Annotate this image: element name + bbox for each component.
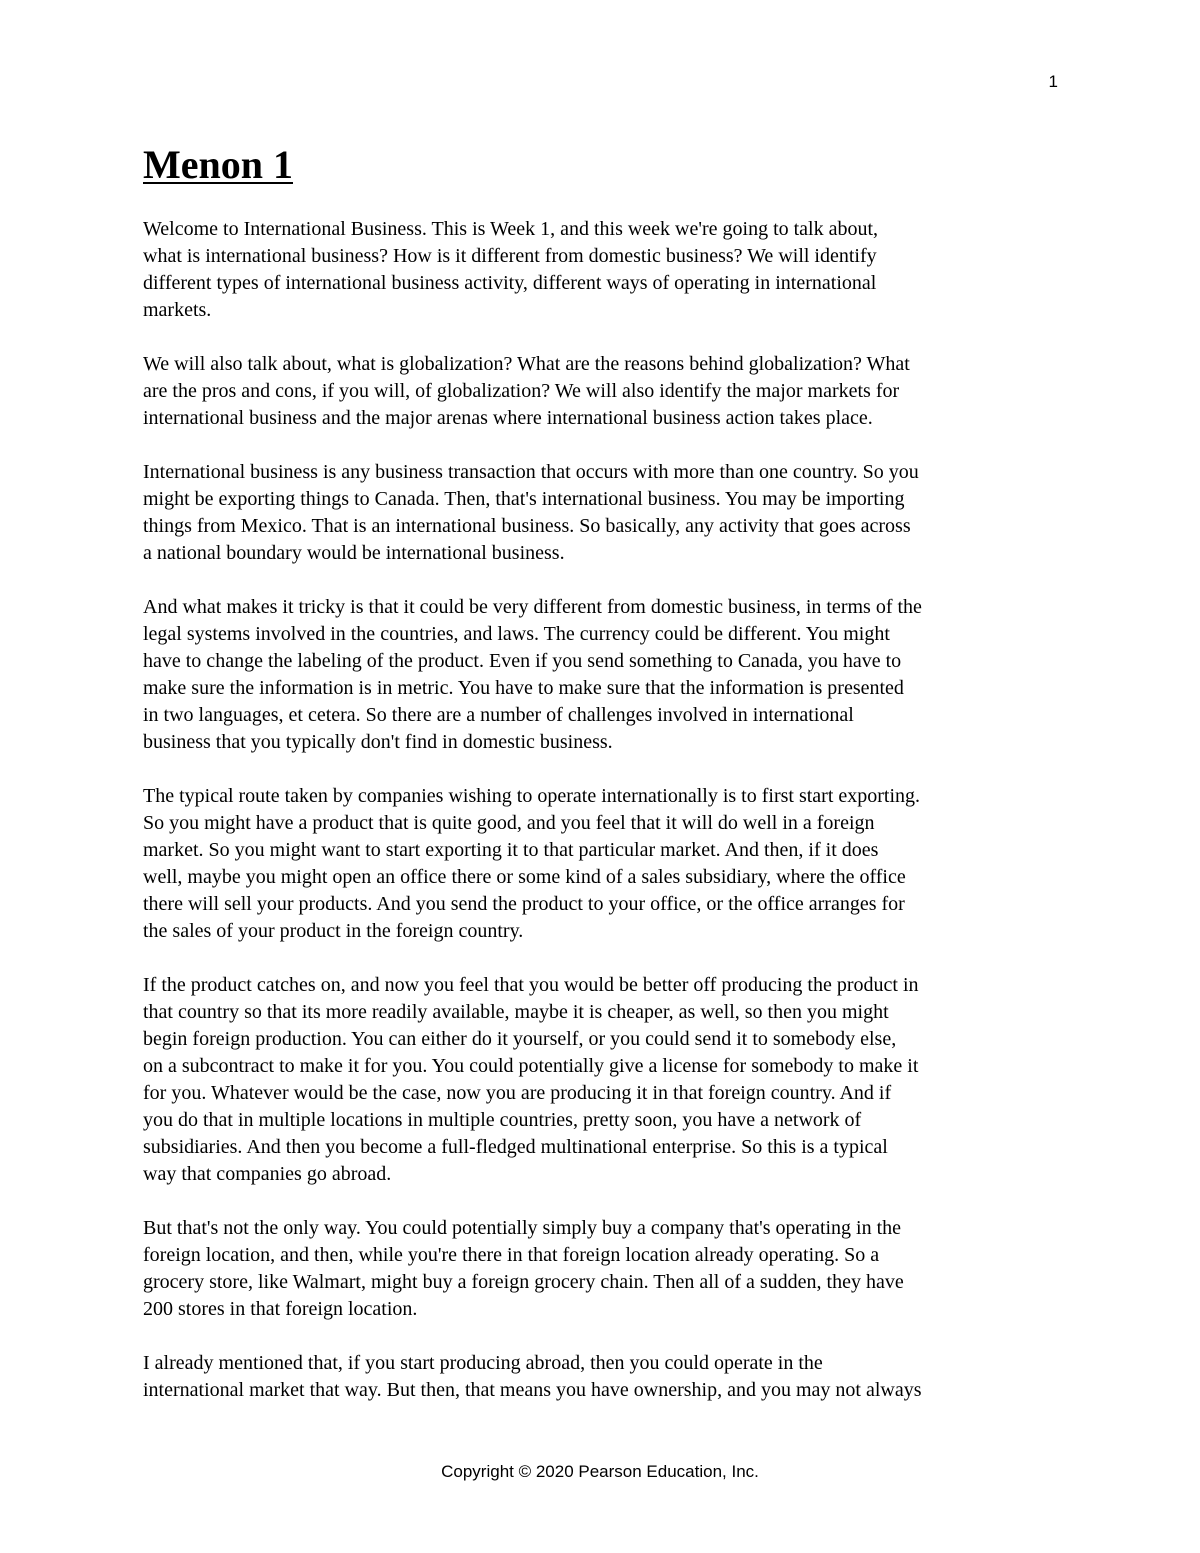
text-line: legal systems involved in the countries, and laws. The currency could be different. You might (143, 623, 890, 645)
paragraph (143, 972, 1063, 1188)
paragraph-gap (143, 324, 1063, 351)
text-line: I already mentioned that, if you start producing abroad, then you could operate in the (143, 1352, 823, 1374)
text-line: might be exporting things to Canada. Then, that's international business. You may be importing (143, 488, 905, 510)
text-line: But that's not the only way. You could potentially simply buy a company that's operating in the (143, 1217, 902, 1239)
text-line: are the pros and cons, if you will, of globalization? We will also identify the major markets for (143, 380, 900, 402)
text-line: market. So you might want to start exporting it to that particular market. And then, if it does (143, 839, 879, 861)
paragraph (143, 1350, 1063, 1404)
text-line: make sure the information is in metric. You have to make sure that the information is presented (143, 677, 904, 699)
text-line: different types of international business activity, different ways of operating in international (143, 272, 877, 294)
text-line: If the product catches on, and now you feel that you would be better off producing the product in (143, 974, 919, 996)
paragraph-gap (143, 756, 1063, 783)
text-line: there will sell your products. And you send the product to your office, or the office arranges for (143, 893, 905, 915)
text-line: begin foreign production. You can either do it yourself, or you could send it to somebody else, (143, 1028, 897, 1050)
paragraph (143, 459, 1063, 567)
paragraph (143, 216, 1063, 324)
text-line: And what makes it tricky is that it could be very different from domestic business, in terms of the (143, 596, 922, 618)
paragraph (143, 351, 1063, 432)
text-line: International business is any business transaction that occurs with more than one country. So you (143, 461, 919, 483)
text-line: have to change the labeling of the product. Even if you send something to Canada, you have to (143, 650, 902, 672)
paragraph-gap (143, 945, 1063, 972)
paragraph-gap (143, 432, 1063, 459)
paragraph (143, 783, 1063, 945)
text-line: markets. (143, 299, 212, 321)
document-title: Menon 1 (143, 142, 293, 187)
text-line: on a subcontract to make it for you. You could potentially give a license for somebody to make it (143, 1055, 919, 1077)
text-line: business that you typically don't find in domestic business. (143, 731, 613, 753)
text-line: what is international business? How is it different from domestic business? We will identify (143, 245, 877, 267)
text-line: 200 stores in that foreign location. (143, 1298, 418, 1320)
paragraph-gap (143, 567, 1063, 594)
text-line: The typical route taken by companies wishing to operate internationally is to first start exporting. (143, 785, 921, 807)
text-line: subsidiaries. And then you become a full-fledged multinational enterprise. So this is a typical (143, 1136, 888, 1158)
text-line: that country so that its more readily available, maybe it is cheaper, as well, so then you might (143, 1001, 889, 1023)
page-number: 1 (1048, 72, 1058, 91)
paragraph-gap (143, 1188, 1063, 1215)
paragraph (143, 1215, 1063, 1323)
text-line: So you might have a product that is quite good, and you feel that it will do well in a foreign (143, 812, 875, 834)
text-line: We will also talk about, what is globalization? What are the reasons behind globalization? What (143, 353, 910, 375)
text-line: well, maybe you might open an office there or some kind of a sales subsidiary, where the office (143, 866, 906, 888)
text-line: Welcome to International Business. This is Week 1, and this week we're going to talk about, (143, 218, 879, 240)
copyright-footer: Copyright © 2020 Pearson Education, Inc. (441, 1462, 759, 1481)
text-line: a national boundary would be international business. (143, 542, 565, 564)
text-line: international market that way. But then, that means you have ownership, and you may not always (143, 1379, 922, 1401)
text-line: way that companies go abroad. (143, 1163, 392, 1185)
text-line: you do that in multiple locations in multiple countries, pretty soon, you have a network of (143, 1109, 862, 1131)
text-line: international business and the major arenas where international business action takes place. (143, 407, 873, 429)
document-body (143, 216, 1063, 1404)
paragraph-gap (143, 1323, 1063, 1350)
text-line: grocery store, like Walmart, might buy a foreign grocery chain. Then all of a sudden, they have (143, 1271, 904, 1293)
text-line: foreign location, and then, while you're there in that foreign location already operating. So a (143, 1244, 880, 1266)
text-line: for you. Whatever would be the case, now you are producing it in that foreign country. And if (143, 1082, 892, 1104)
paragraph (143, 594, 1063, 756)
text-line: in two languages, et cetera. So there are a number of challenges involved in international (143, 704, 854, 726)
text-line: things from Mexico. That is an international business. So basically, any activity that goes across (143, 515, 911, 537)
text-line: the sales of your product in the foreign country. (143, 920, 524, 942)
